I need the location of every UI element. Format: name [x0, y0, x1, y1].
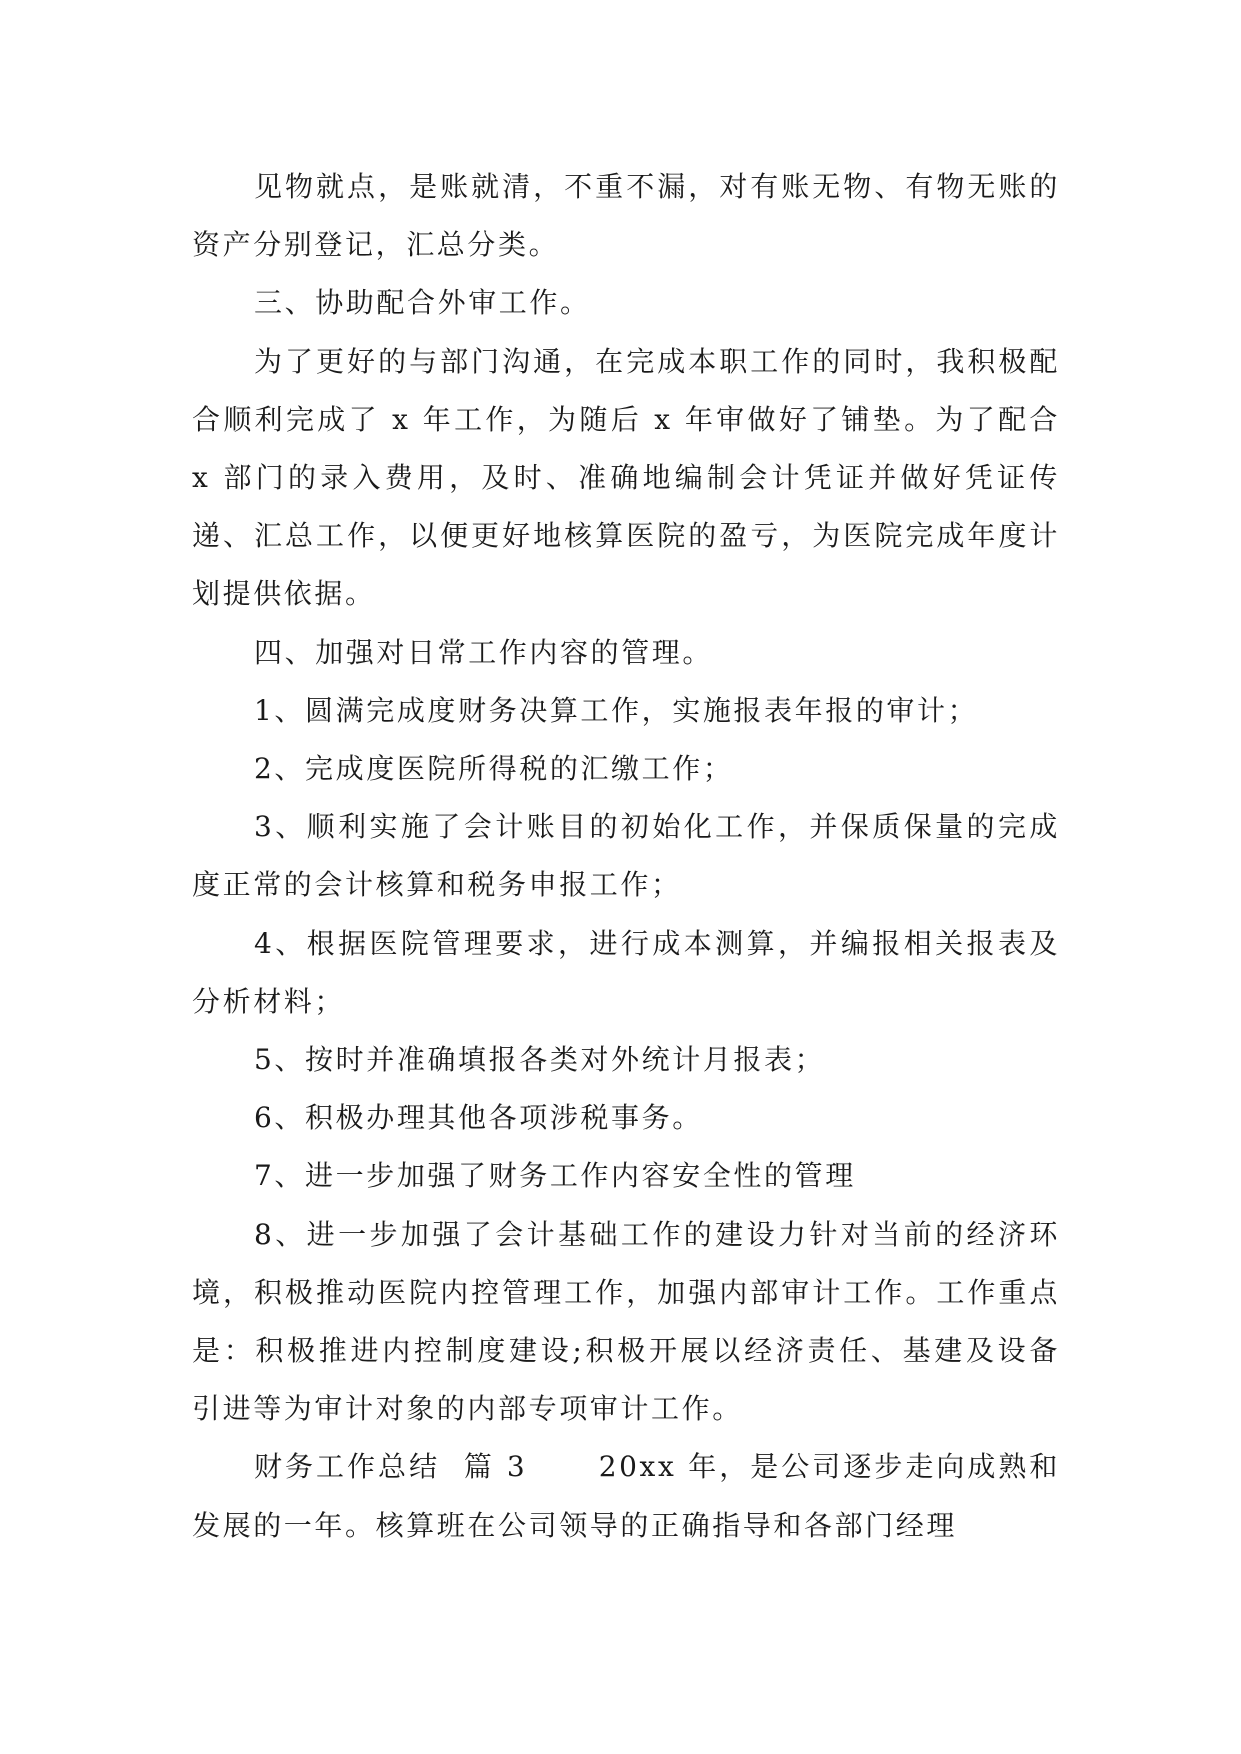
list-item-5: 5、按时并准确填报各类对外统计月报表； [254, 1043, 826, 1077]
paragraph-asset-inventory: 见物就点，是账就清，不重不漏，对有账无物、有物无账的资产分别登记，汇总分类。 [192, 170, 1060, 262]
heading-section-four: 四、加强对日常工作内容的管理。 [254, 635, 714, 669]
list-item-7: 7、进一步加强了财务工作内容安全性的管理 [254, 1159, 856, 1193]
list-item-8: 8、进一步加强了会计基础工作的建设力针对当前的经济环境，积极推动医院内控管理工作，加强内部审计工作。工作重点是：积极推进内控制度建设;积极开展以经济责任、基建及设备引进等为审计对象的内部专项审计工作。 [192, 1217, 1060, 1426]
list-item-3: 3、顺利实施了会计账目的初始化工作，并保质保量的完成度正常的会计核算和税务申报工作； [192, 810, 1060, 902]
list-item-4: 4、根据医院管理要求，进行成本测算，并编报相关报表及分析材料； [192, 926, 1060, 1018]
paragraph-summary-part-3: 财务工作总结 篇 3 20xx 年，是公司逐步走向成熟和发展的一年。核算班在公司领导的正确指导和各部门经理 [192, 1450, 1060, 1542]
document-body [192, 158, 1060, 1555]
list-item-6: 6、积极办理其他各项涉税事务。 [254, 1101, 703, 1135]
list-item-2: 2、完成度医院所得税的汇缴工作； [254, 752, 734, 786]
heading-section-three: 三、协助配合外审工作。 [254, 286, 591, 320]
paragraph-audit-cooperation: 为了更好的与部门沟通，在完成本职工作的同时，我积极配合顺利完成了 x 年工作，为随后 x 年审做好了铺垫。为了配合 x 部门的录入费用，及时、准确地编制会计凭证并做好凭证传递、汇总工作，以便更好地核算医院的盈亏，为医院完成年度计划提供依据。 [192, 344, 1060, 611]
list-item-1: 1、圆满完成度财务决算工作，实施报表年报的审计； [254, 693, 979, 727]
